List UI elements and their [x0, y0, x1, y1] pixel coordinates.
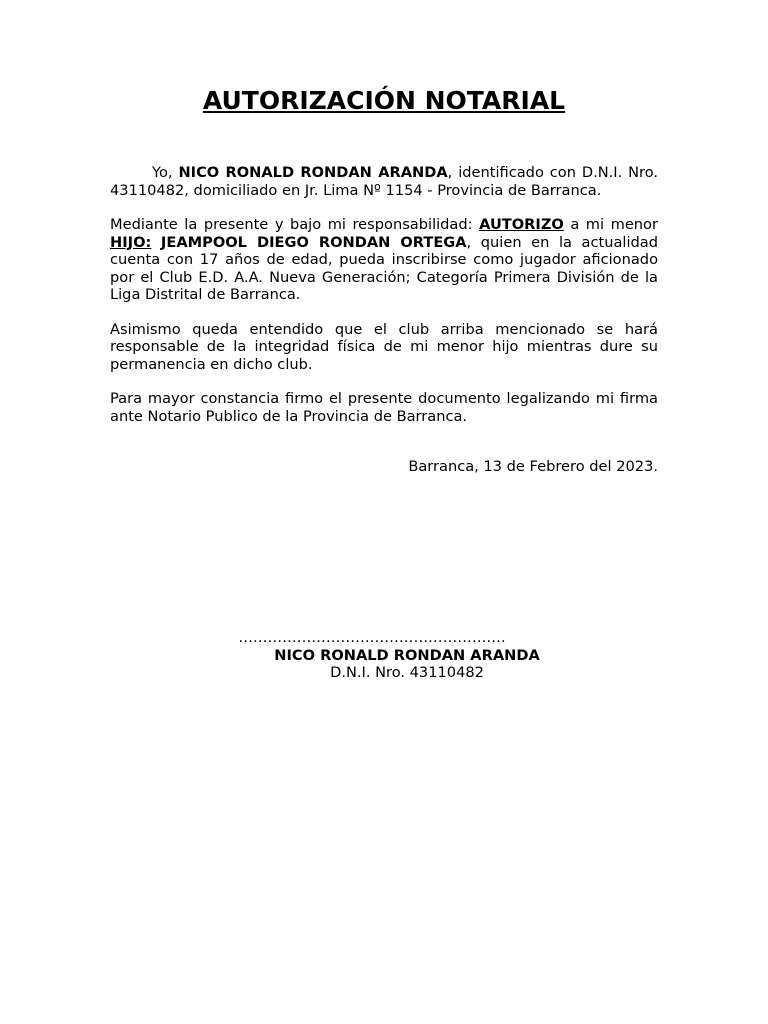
p1-text-b: , identificado con D.N.I. Nro. 43110482, domiciliado en Jr. Lima Nº 1154 - Provincia de Barranca.	[110, 164, 659, 199]
hijo-label: HIJO:	[110, 233, 152, 251]
p2-text-b: a mi menor	[563, 216, 658, 233]
signature-line: ……………………………………………….	[238, 629, 506, 646]
p2-text-a: Mediante la presente y bajo mi responsabilidad:	[110, 216, 480, 233]
child-name: JEAMPOOL DIEGO RONDAN ORTEGA	[160, 233, 467, 251]
signer-dni: D.N.I. Nro. 43110482	[330, 664, 484, 681]
document-date: Barranca, 13 de Febrero del 2023.	[408, 458, 658, 475]
p1-text-a: Yo,	[152, 164, 179, 181]
autorizo-keyword: AUTORIZO	[479, 216, 564, 233]
paragraph-constancy: Para mayor constancia firmo el presente documento legalizando mi firma ante Notario Publico de la Provincia de Barranca.	[110, 390, 658, 425]
declarant-name: NICO RONALD RONDAN ARANDA	[178, 164, 448, 181]
document-title: AUTORIZACIÓN NOTARIAL	[202, 86, 566, 115]
signer-name: NICO RONALD RONDAN ARANDA	[274, 646, 540, 664]
paragraph-responsibility: Asimismo queda entendido que el club arriba mencionado se hará responsable de la integridad física de mi menor hijo mientras dure su permanencia en dicho club.	[110, 320, 658, 373]
p2-text-d: , quien en la actualidad cuenta con 17 años de edad, pueda inscribirse como jugador aficionado por el Club E.D. A.A. Nueva Generación; Categoría Primera División de la Liga Distrital de Barranca.	[110, 233, 659, 303]
document-body	[110, 164, 658, 493]
p2-text-c	[151, 234, 161, 251]
paragraph-identification	[110, 164, 658, 199]
paragraph-authorization	[110, 216, 658, 304]
signature-block	[0, 629, 768, 682]
